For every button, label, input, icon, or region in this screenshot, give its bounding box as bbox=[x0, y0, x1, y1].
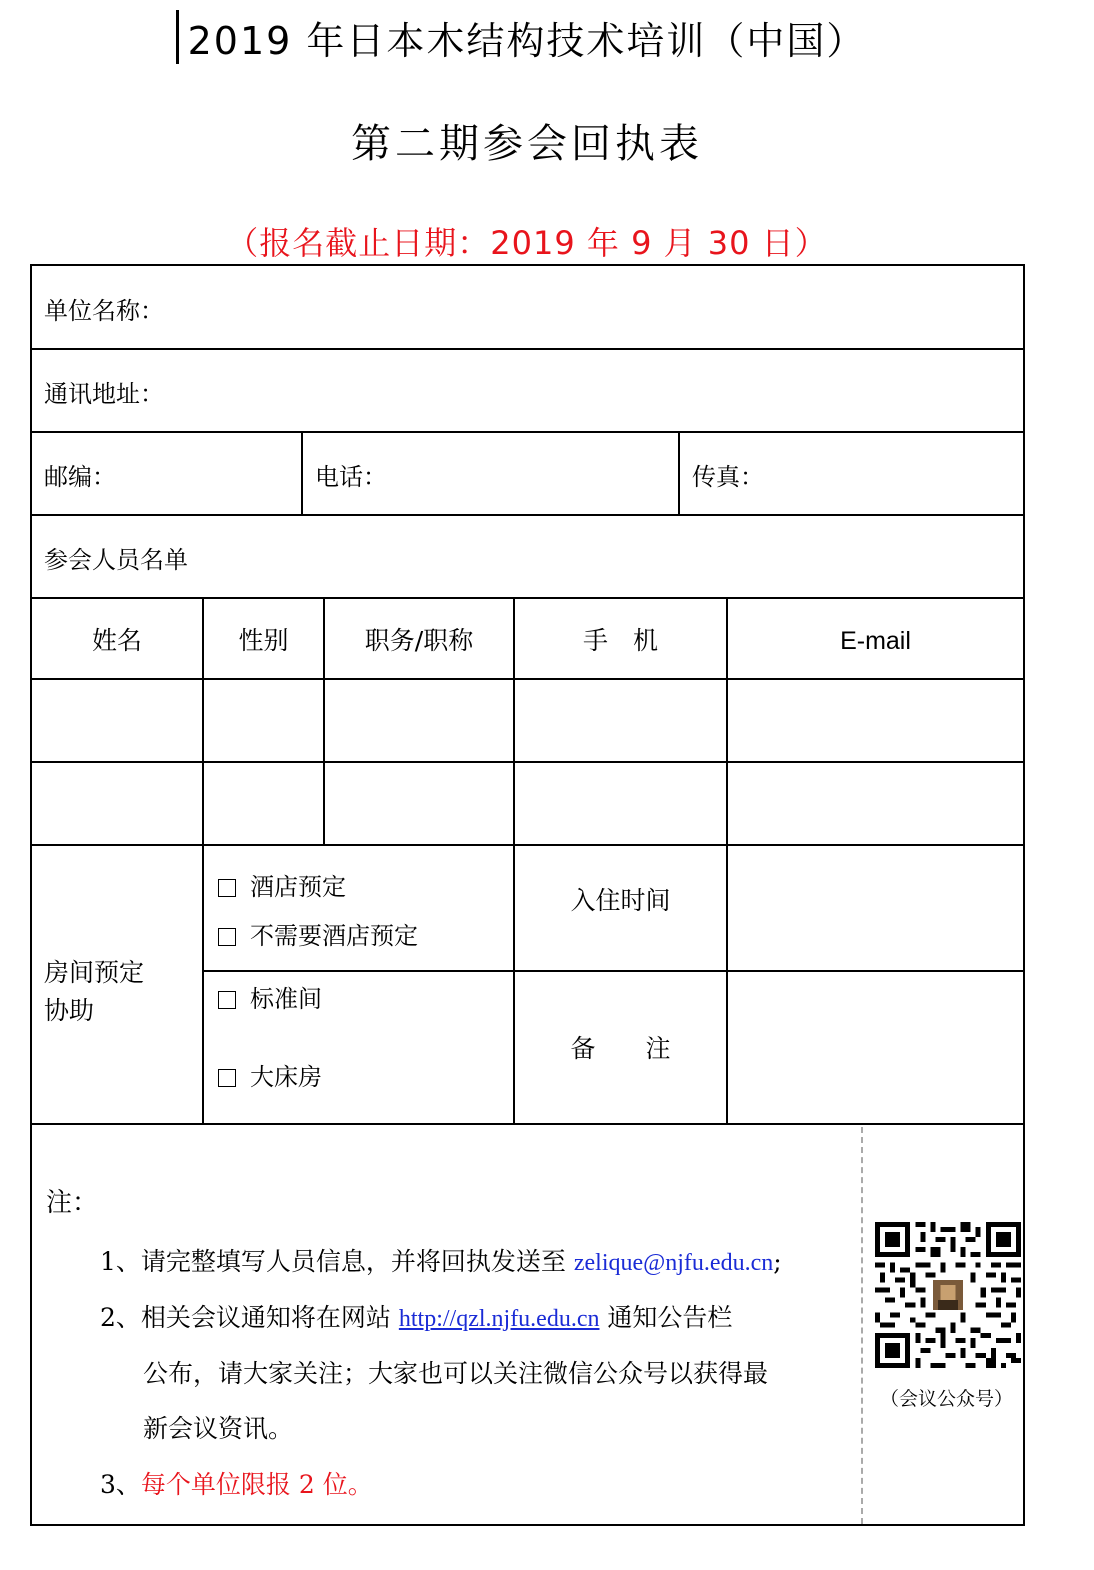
header-name: 姓名 bbox=[91, 626, 142, 655]
qr-code-icon bbox=[875, 1222, 1021, 1368]
postcode-field[interactable]: 邮编： bbox=[44, 463, 116, 491]
row-divider bbox=[32, 348, 1023, 350]
wechat-qr-code bbox=[875, 1222, 1021, 1368]
fax-field[interactable]: 传真： bbox=[692, 463, 764, 491]
col-divider bbox=[301, 431, 303, 514]
registration-deadline: （报名截止日期：2019 年 9 月 30 日） bbox=[226, 224, 828, 262]
notes-title: 注： bbox=[46, 1188, 99, 1218]
note-item-3: 3、每个单位限报 2 位。 bbox=[100, 1470, 373, 1499]
checkin-time-label: 入住时间 bbox=[570, 886, 671, 915]
col-divider bbox=[202, 597, 204, 1123]
checkbox[interactable] bbox=[218, 991, 236, 1009]
phone-field[interactable]: 电话： bbox=[315, 463, 387, 491]
room-booking-label bbox=[44, 954, 144, 1030]
king-bed-room-option[interactable]: 大床房 bbox=[218, 1062, 322, 1092]
note-item-2: 2、相关会议通知将在网站 http://qzl.njfu.edu.cn 通知公告栏 bbox=[100, 1303, 733, 1332]
col-divider bbox=[678, 431, 680, 514]
row-divider bbox=[32, 1123, 1023, 1125]
header-gender: 性别 bbox=[238, 626, 289, 655]
room-booking-label-line1: 房间预定 bbox=[44, 958, 145, 987]
row-divider bbox=[32, 844, 1023, 846]
form-title: 2019 年日本木结构技术培训（中国） bbox=[187, 19, 867, 63]
header-title: 职务/职称 bbox=[364, 626, 474, 655]
unit-name-field[interactable]: 单位名称： bbox=[44, 297, 164, 325]
form-subtitle: 第二期参会回执表 bbox=[351, 121, 703, 167]
row-divider bbox=[32, 431, 1023, 433]
no-hotel-booking-option[interactable]: 不需要酒店预定 bbox=[218, 921, 418, 951]
hotel-booking-option[interactable]: 酒店预定 bbox=[218, 872, 346, 902]
note-item-2-line3: 新会议资讯。 bbox=[143, 1414, 294, 1443]
note-item-1: 1、请完整填写人员信息，并将回执发送至 zelique@njfu.edu.cn; bbox=[100, 1247, 782, 1276]
header-email: E-mail bbox=[840, 627, 911, 655]
standard-room-option[interactable]: 标准间 bbox=[218, 984, 322, 1014]
row-divider bbox=[32, 761, 1023, 763]
checkbox[interactable] bbox=[218, 879, 236, 897]
col-divider bbox=[726, 597, 728, 1123]
website-link[interactable]: http://qzl.njfu.edu.cn bbox=[398, 1306, 600, 1332]
text-cursor bbox=[176, 10, 179, 64]
contact-email-link[interactable]: zelique@njfu.edu.cn bbox=[573, 1250, 774, 1276]
row-divider bbox=[32, 678, 1023, 680]
attendee-list-label: 参会人员名单 bbox=[44, 546, 188, 574]
row-divider bbox=[32, 597, 1023, 599]
room-booking-label-line2: 协助 bbox=[44, 996, 95, 1025]
note-item-2-line2: 公布，请大家关注；大家也可以关注微信公众号以获得最 bbox=[143, 1359, 769, 1388]
qr-caption: （会议公众号） bbox=[880, 1388, 1014, 1410]
checkbox[interactable] bbox=[218, 1069, 236, 1087]
address-field[interactable]: 通讯地址： bbox=[44, 380, 164, 408]
row-divider bbox=[32, 514, 1023, 516]
header-mobile: 手 机 bbox=[582, 626, 658, 655]
checkbox[interactable] bbox=[218, 928, 236, 946]
qr-separator bbox=[861, 1127, 863, 1524]
remarks-label: 备 注 bbox=[570, 1034, 671, 1063]
row-divider bbox=[202, 970, 1023, 972]
